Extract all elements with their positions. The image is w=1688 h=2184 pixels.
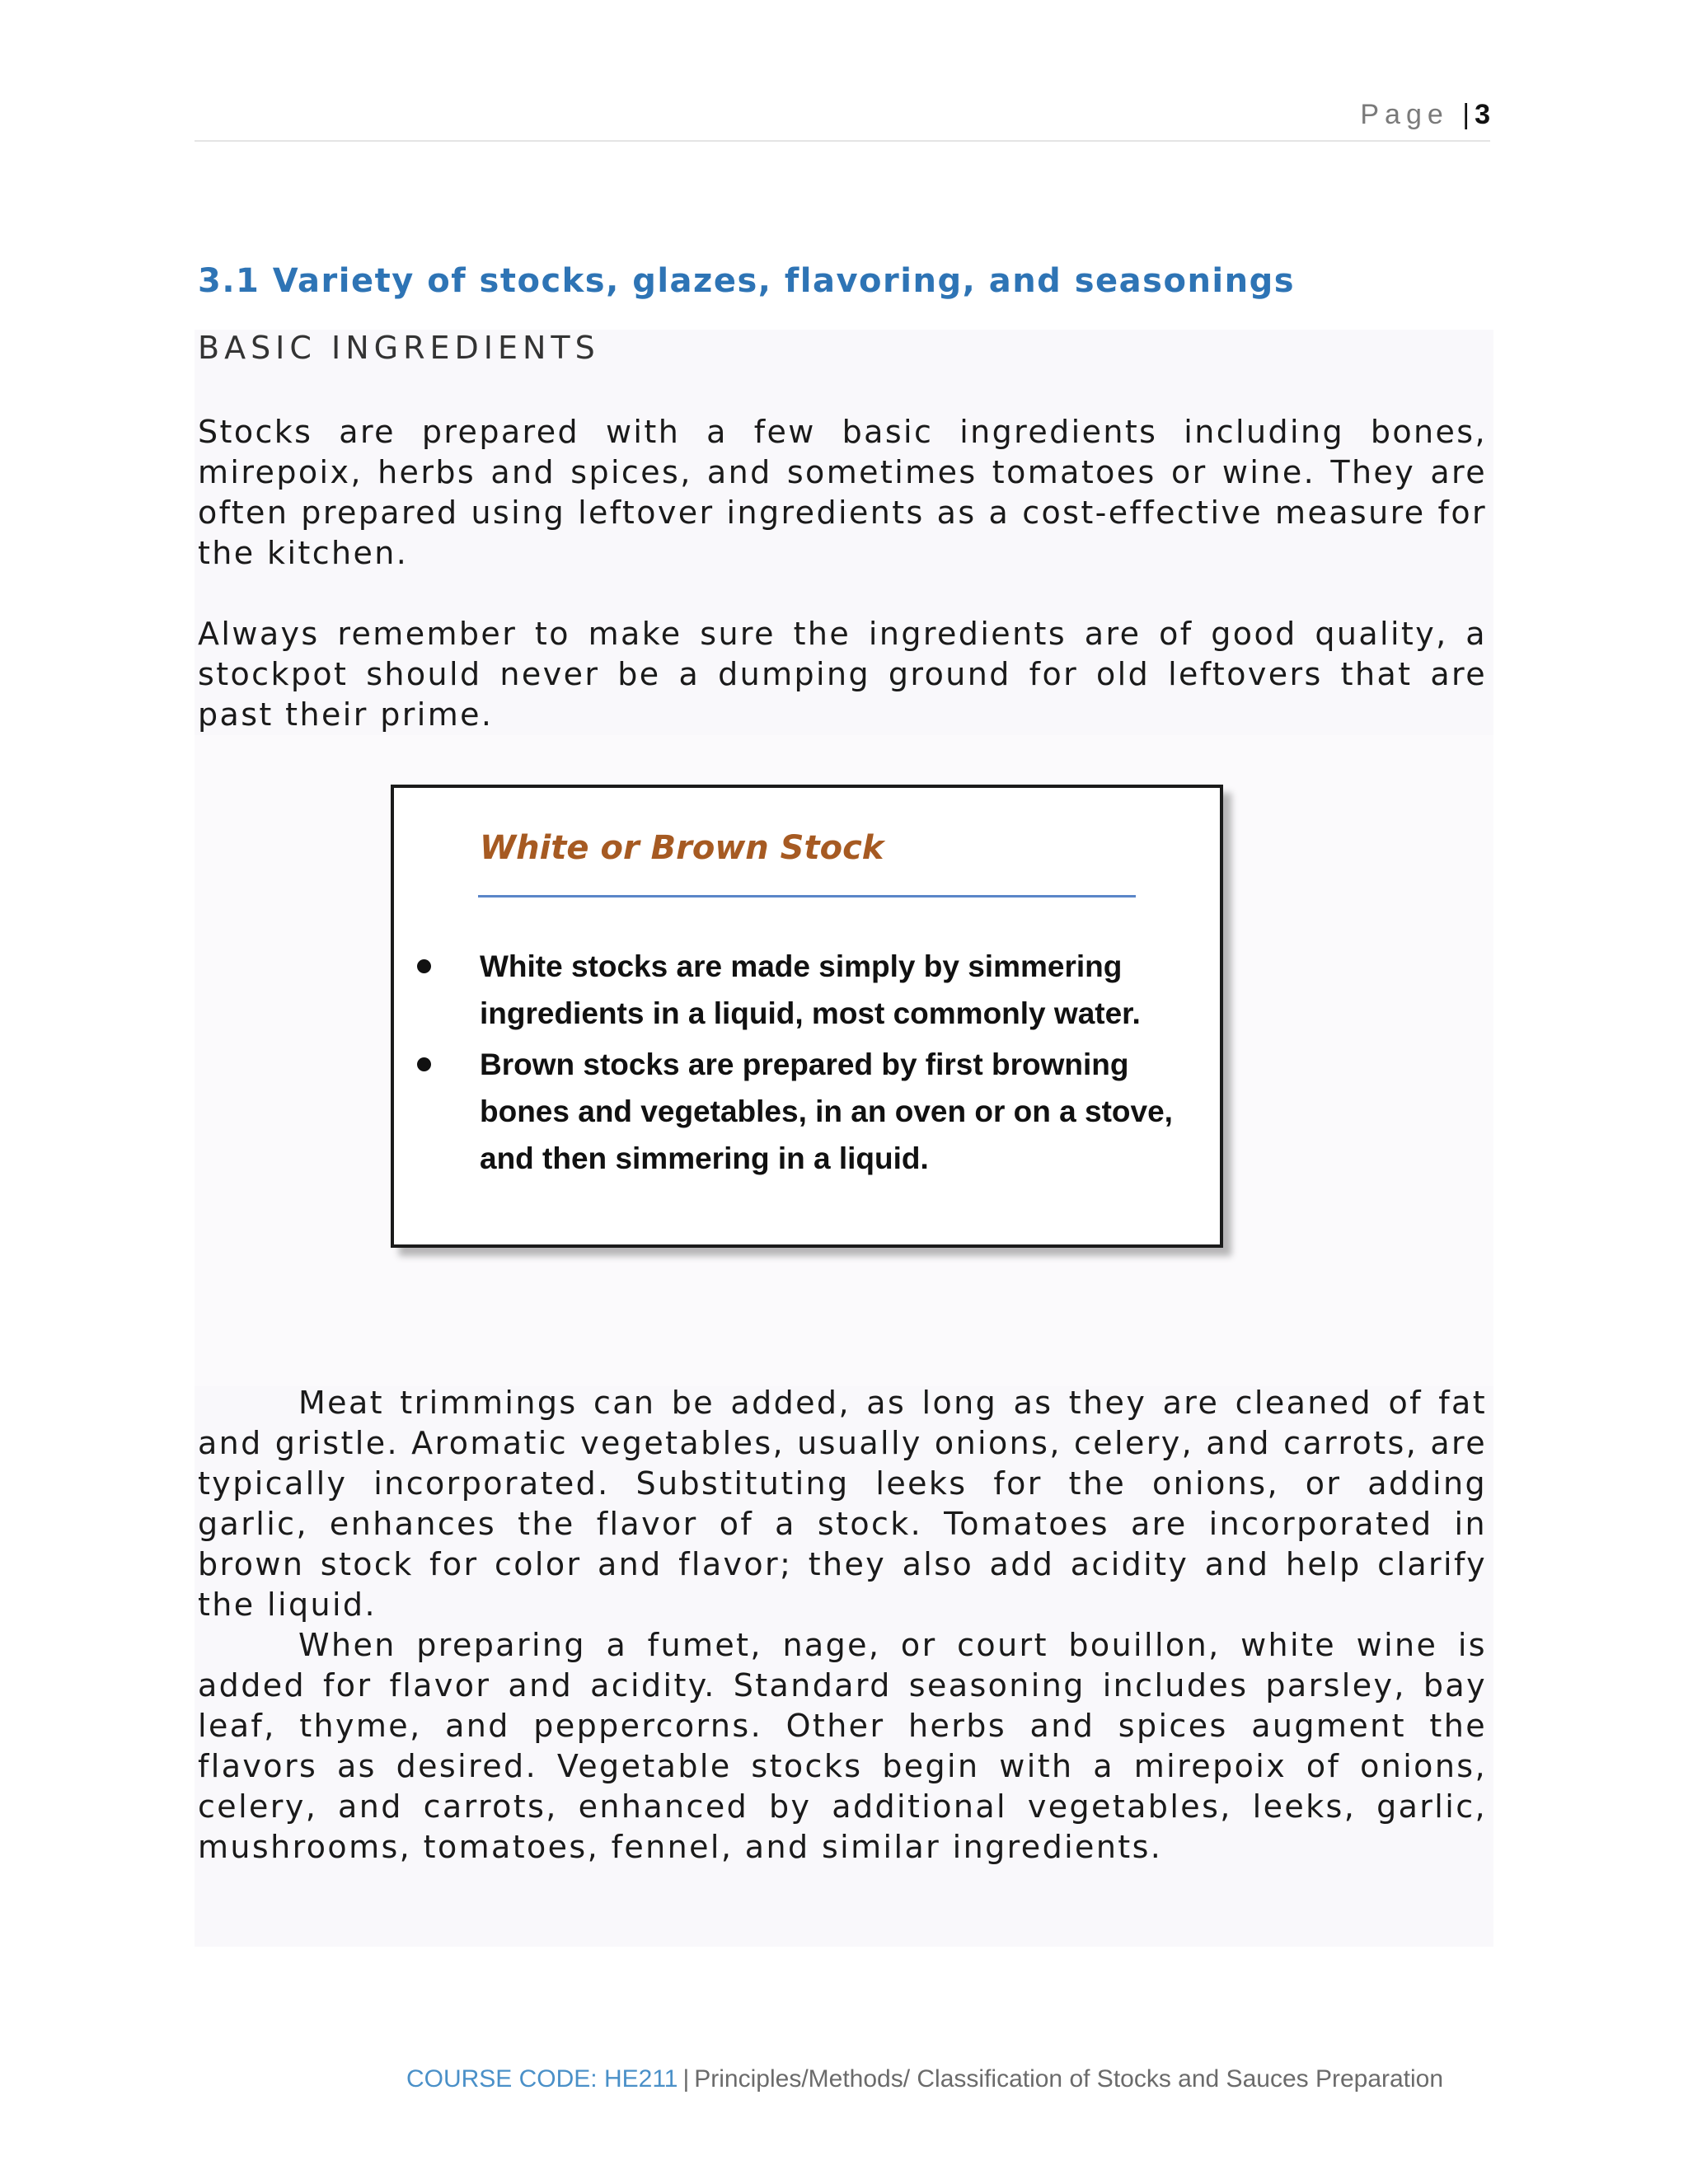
- stock-callout-box: [391, 785, 1223, 1248]
- bullet-text: White stocks are made simply by simmering ingredients in a liquid, most commonly water.: [480, 949, 1141, 1030]
- course-code: COURSE CODE: HE211: [406, 2065, 678, 2093]
- bullet-text: Brown stocks are prepared by first browning bones and vegetables, in an oven or on a stove, and then simmering in a liquid.: [480, 1047, 1173, 1175]
- intro-paragraph: Stocks are prepared with a few basic ingredients including bones, mirepoix, herbs and spices, and sometimes tomatoes or wine. They are often prepared using leftover ingredients as a cost-effective measure for the kitchen.: [198, 414, 1487, 571]
- meat-trimmings-paragraph: Meat trimmings can be added, as long as they are cleaned of fat and gristle. Aromatic vegetables, usually onions, celery, and carrots, are typically incorporated. Substituting leeks for the onions, or adding garlic, enhances the flavor of a stock. Tomatoes are incorporated in brown stock for color and flavor; they also add acidity and help clarify the liquid.: [198, 1385, 1487, 1623]
- course-title: Principles/Methods/ Classification of Stocks and Sauces Preparation: [694, 2065, 1444, 2093]
- quality-paragraph: Always remember to make sure the ingredients are of good quality, a stockpot should never be a dumping ground for old leftovers that are past their prime.: [198, 616, 1487, 733]
- callout-title: White or Brown Stock: [480, 829, 884, 867]
- section-subheading: BASIC INGREDIENTS: [198, 330, 600, 366]
- callout-bullet-list: [415, 943, 1207, 1186]
- callout-bullet: [415, 943, 1207, 1037]
- section-heading: 3.1 Variety of stocks, glazes, flavoring, and seasonings: [198, 262, 1296, 300]
- fumet-paragraph: When preparing a fumet, nage, or court bouillon, white wine is added for flavor and acidity. Standard seasoning includes parsley, bay leaf, thyme, and peppercorns. Other herbs and spices augment the flavors as desired. Vegetable stocks begin with a mirepoix of onions, celery, and carrots, enhanced by additional vegetables, leeks, garlic, mushrooms, tomatoes, fennel, and similar ingredients.: [198, 1627, 1487, 1865]
- page-footer: [0, 2065, 1688, 2093]
- page-number: 3: [1475, 99, 1490, 130]
- callout-bullet: [415, 1041, 1207, 1182]
- page-label: Page: [1360, 99, 1449, 130]
- callout-rule: [478, 895, 1136, 898]
- bullet-icon: [417, 1057, 431, 1071]
- footer-separator: |: [682, 2065, 690, 2093]
- page-header: [195, 97, 1490, 142]
- bullet-icon: [417, 959, 431, 973]
- page-number-label: [1360, 99, 1490, 131]
- page-separator: |: [1462, 99, 1470, 130]
